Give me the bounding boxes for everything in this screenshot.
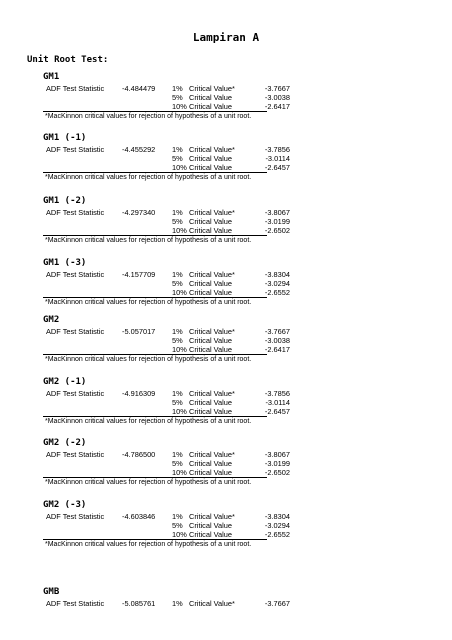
significance-level: 1% (172, 450, 183, 459)
critical-value-label: Critical Value* (189, 512, 235, 521)
significance-level: 5% (172, 93, 183, 102)
critical-value-label: Critical Value (189, 93, 232, 102)
critical-value: -3.8067 (264, 450, 290, 459)
significance-level: 5% (172, 336, 183, 345)
critical-value-row (0, 468, 452, 477)
critical-value: -3.8067 (264, 208, 290, 217)
critical-value: -3.8304 (264, 512, 290, 521)
series-name: GM1 (-1) (43, 133, 87, 143)
significance-level: 5% (172, 521, 183, 530)
footnote: *MacKinnon critical values for rejection of hypothesis of a unit root. (45, 174, 252, 181)
series-name: GM1 (-2) (43, 196, 87, 206)
critical-value: -2.6502 (264, 226, 290, 235)
critical-value-label: Critical Value (189, 279, 232, 288)
critical-value: -3.0114 (265, 398, 290, 407)
significance-level: 10% (172, 102, 187, 111)
critical-value-label: Critical Value* (189, 389, 235, 398)
adf-stat-label: ADF Test Statistic (46, 450, 105, 459)
adf-stat-value: -4.484479 (122, 84, 156, 93)
critical-value-row (0, 270, 452, 279)
critical-value-row (0, 599, 452, 608)
critical-value-row (0, 389, 452, 398)
critical-value-label: Critical Value (189, 154, 232, 163)
critical-value: -3.0038 (264, 336, 290, 345)
adf-stat-value: -4.455292 (122, 145, 156, 154)
adf-stat-value: -4.157709 (122, 270, 156, 279)
critical-value: -2.6502 (264, 468, 290, 477)
series-name: GM2 (43, 315, 60, 325)
footnote: *MacKinnon critical values for rejection of hypothesis of a unit root. (45, 299, 252, 306)
significance-level: 5% (172, 154, 183, 163)
critical-value: -2.6417 (264, 102, 290, 111)
critical-value-label: Critical Value* (189, 270, 235, 279)
critical-value: -3.0294 (264, 279, 290, 288)
critical-value: -2.6552 (264, 288, 290, 297)
adf-stat-label: ADF Test Statistic (46, 84, 105, 93)
critical-value: -2.6457 (264, 163, 290, 172)
critical-value-row (0, 345, 452, 354)
critical-value: -3.0294 (264, 521, 290, 530)
critical-value: -3.0114 (265, 154, 290, 163)
series-name: GM2 (-2) (43, 438, 87, 448)
critical-value: -3.0038 (264, 93, 290, 102)
critical-value-row (0, 327, 452, 336)
significance-level: 5% (172, 279, 183, 288)
critical-value-label: Critical Value (189, 102, 232, 111)
critical-value-label: Critical Value* (189, 84, 235, 93)
adf-stat-label: ADF Test Statistic (46, 512, 105, 521)
significance-level: 1% (172, 270, 183, 279)
critical-value-label: Critical Value (189, 530, 232, 539)
significance-level: 1% (172, 327, 183, 336)
critical-value-row (0, 288, 452, 297)
significance-level: 10% (172, 288, 187, 297)
critical-value-row (0, 530, 452, 539)
critical-value: -3.0199 (264, 217, 290, 226)
adf-stat-value: -4.297340 (122, 208, 156, 217)
critical-value-row (0, 407, 452, 416)
adf-stat-label: ADF Test Statistic (46, 599, 105, 608)
critical-value-row (0, 398, 452, 407)
significance-level: 5% (172, 217, 183, 226)
significance-level: 5% (172, 398, 183, 407)
footnote: *MacKinnon critical values for rejection of hypothesis of a unit root. (45, 418, 252, 425)
critical-value-row (0, 217, 452, 226)
critical-value-label: Critical Value (189, 226, 232, 235)
significance-level: 1% (172, 208, 183, 217)
significance-level: 10% (172, 163, 187, 172)
critical-value: -2.6552 (264, 530, 290, 539)
critical-value-label: Critical Value (189, 345, 232, 354)
footnote: *MacKinnon critical values for rejection of hypothesis of a unit root. (45, 356, 252, 363)
footnote: *MacKinnon critical values for rejection of hypothesis of a unit root. (45, 237, 252, 244)
significance-level: 1% (172, 599, 183, 608)
series-name: GM2 (-1) (43, 377, 87, 387)
significance-level: 10% (172, 530, 187, 539)
significance-level: 1% (172, 145, 183, 154)
adf-stat-value: -5.085761 (122, 599, 156, 608)
significance-level: 1% (172, 84, 183, 93)
adf-stat-label: ADF Test Statistic (46, 327, 105, 336)
critical-value-row (0, 102, 452, 111)
section-heading: Unit Root Test: (27, 55, 109, 65)
footnote: *MacKinnon critical values for rejection of hypothesis of a unit root. (45, 541, 252, 548)
adf-stat-value: -4.786500 (122, 450, 156, 459)
critical-value-label: Critical Value (189, 217, 232, 226)
adf-stat-value: -5.057017 (122, 327, 156, 336)
adf-stat-label: ADF Test Statistic (46, 389, 105, 398)
critical-value-row (0, 459, 452, 468)
critical-value-label: Critical Value* (189, 599, 235, 608)
critical-value-row (0, 208, 452, 217)
significance-level: 1% (172, 512, 183, 521)
critical-value-label: Critical Value* (189, 327, 235, 336)
adf-stat-value: -4.603846 (122, 512, 156, 521)
critical-value-label: Critical Value* (189, 145, 235, 154)
significance-level: 10% (172, 226, 187, 235)
series-name: GMB (43, 587, 60, 597)
critical-value: -3.7667 (264, 599, 290, 608)
critical-value: -3.7667 (264, 84, 290, 93)
critical-value: -3.7856 (264, 145, 290, 154)
critical-value: -2.6457 (264, 407, 290, 416)
critical-value-label: Critical Value (189, 398, 232, 407)
significance-level: 10% (172, 468, 187, 477)
adf-stat-label: ADF Test Statistic (46, 208, 105, 217)
adf-stat-label: ADF Test Statistic (46, 145, 105, 154)
critical-value-row (0, 93, 452, 102)
significance-level: 5% (172, 459, 183, 468)
critical-value-row (0, 145, 452, 154)
critical-value: -3.8304 (264, 270, 290, 279)
critical-value-label: Critical Value (189, 288, 232, 297)
adf-stat-value: -4.916309 (122, 389, 156, 398)
series-name: GM1 (43, 72, 60, 82)
critical-value: -3.7856 (264, 389, 290, 398)
critical-value: -3.7667 (264, 327, 290, 336)
footnote: *MacKinnon critical values for rejection of hypothesis of a unit root. (45, 113, 252, 120)
critical-value-row (0, 163, 452, 172)
critical-value-label: Critical Value (189, 407, 232, 416)
significance-level: 1% (172, 389, 183, 398)
adf-stat-label: ADF Test Statistic (46, 270, 105, 279)
critical-value-label: Critical Value (189, 163, 232, 172)
critical-value-label: Critical Value (189, 336, 232, 345)
critical-value-label: Critical Value (189, 521, 232, 530)
significance-level: 10% (172, 407, 187, 416)
critical-value-row (0, 336, 452, 345)
critical-value: -2.6417 (264, 345, 290, 354)
critical-value-row (0, 450, 452, 459)
critical-value-label: Critical Value* (189, 450, 235, 459)
critical-value-row (0, 84, 452, 93)
critical-value-label: Critical Value (189, 468, 232, 477)
footnote: *MacKinnon critical values for rejection of hypothesis of a unit root. (45, 479, 252, 486)
critical-value-row (0, 279, 452, 288)
critical-value-row (0, 154, 452, 163)
critical-value-row (0, 521, 452, 530)
significance-level: 10% (172, 345, 187, 354)
critical-value-label: Critical Value* (189, 208, 235, 217)
series-name: GM1 (-3) (43, 258, 87, 268)
critical-value-label: Critical Value (189, 459, 232, 468)
page-title: Lampiran A (192, 31, 260, 44)
series-name: GM2 (-3) (43, 500, 87, 510)
critical-value-row (0, 226, 452, 235)
critical-value: -3.0199 (264, 459, 290, 468)
critical-value-row (0, 512, 452, 521)
